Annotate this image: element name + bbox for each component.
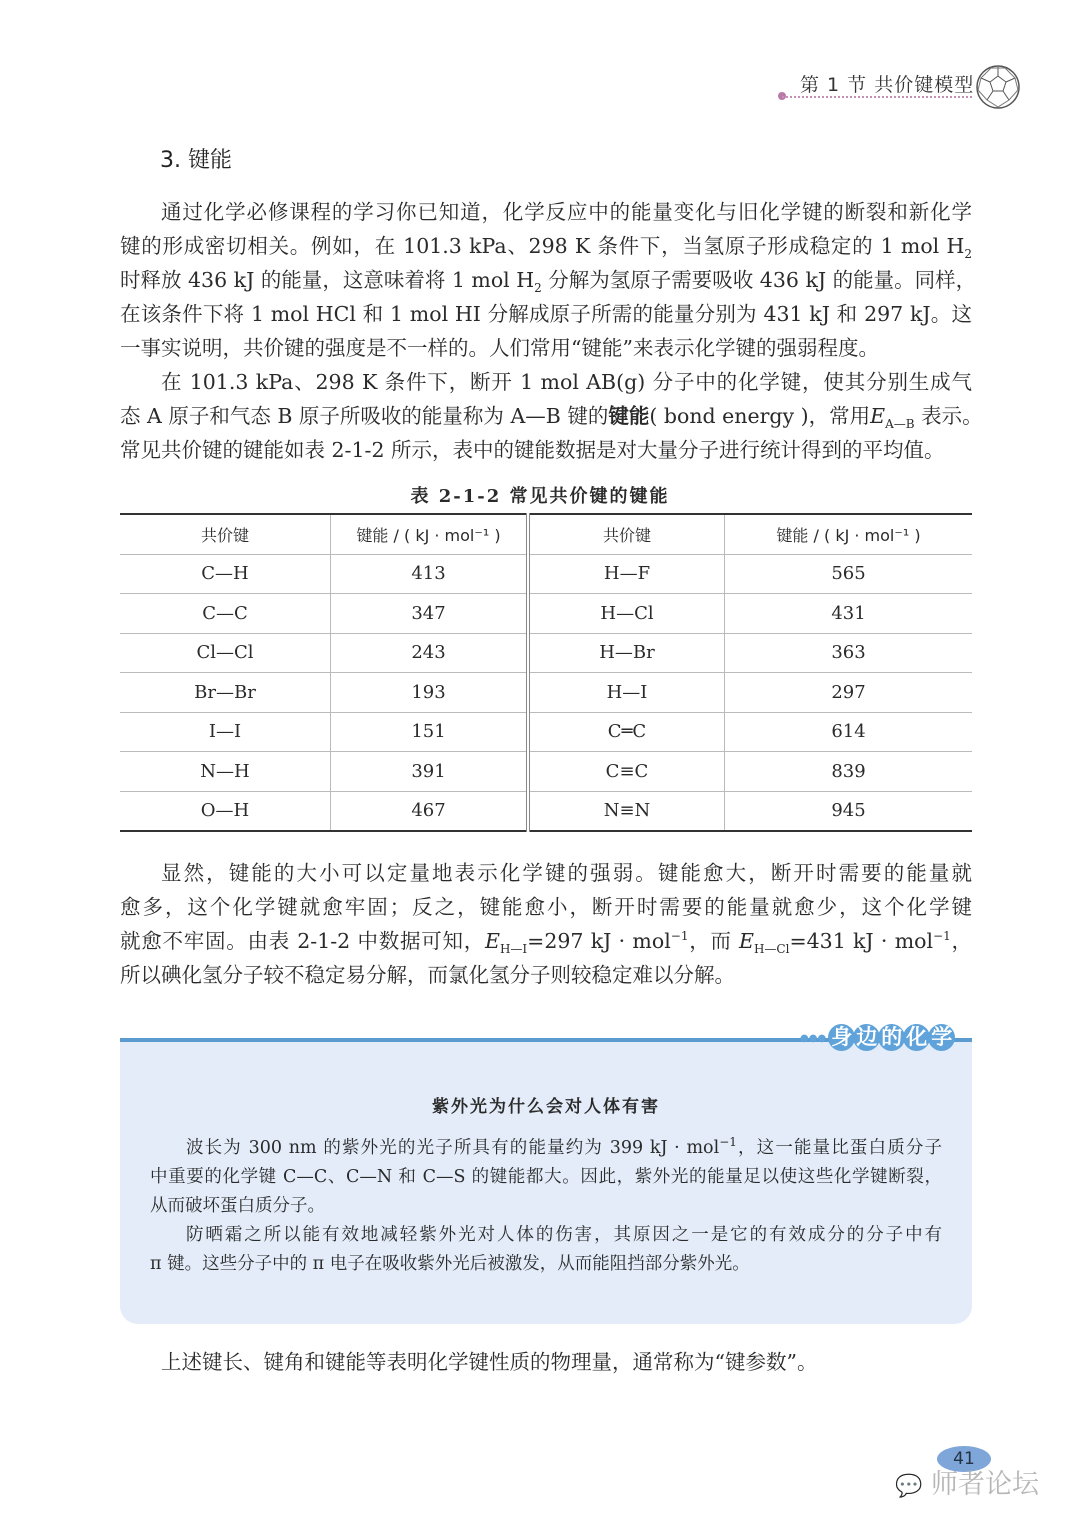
text-segment: 态 A 原子和气态 B 原子所吸收的能量称为 A—B 键的 [120, 404, 609, 428]
text-segment: 常见共价键的键能如表 2-1-2 所示，表中的键能数据是对大量分子进行统计得到的平均值。 [120, 438, 945, 462]
text-line [120, 365, 972, 399]
text-segment: 显然，键能的大小可以定量地表示化学键的强弱。键能愈大，断开时需要的能量就 [161, 861, 972, 885]
text-segment: H—I [499, 942, 528, 957]
text-segment: =297 kJ · mol [527, 929, 671, 953]
sidebar-box [120, 1038, 972, 1324]
text-segment: 2 [534, 281, 542, 296]
text-line [120, 229, 972, 263]
text-segment: 所以碘化氢分子较不稳定易分解，而氯化氢分子则较稳定难以分解。 [120, 963, 735, 987]
text-segment: =431 kJ · mol [789, 929, 934, 953]
bond-cell: H—Br [528, 633, 725, 673]
bond-cell: C—C [120, 594, 331, 634]
text-line [150, 1134, 942, 1163]
text-segment: E [484, 929, 500, 953]
bond-cell: H—I [528, 673, 725, 713]
col-header-bond: 共价键 [120, 514, 331, 554]
paragraph-4 [120, 1345, 972, 1379]
page-number: 41 [937, 1446, 991, 1472]
bond-energy-cell: 363 [725, 633, 973, 673]
table-row [120, 791, 972, 831]
text-segment: A—B [885, 417, 915, 432]
bond-energy-cell: 151 [331, 712, 529, 752]
text-line [120, 297, 972, 331]
bond-energy-cell: 347 [331, 594, 529, 634]
bond-energy-cell: 467 [331, 791, 529, 831]
tag-char: 身 [828, 1024, 855, 1051]
text-segment: ( bond energy )，常用 [649, 404, 871, 428]
bond-energy-cell: 193 [331, 673, 529, 713]
text-segment: 分解为氢原子需要吸收 436 kJ 的能量。同样， [541, 268, 977, 292]
text-line [120, 195, 972, 229]
col-header-energy: 键能 / ( kJ · mol⁻¹ ) [725, 514, 973, 554]
text-line [120, 856, 972, 890]
text-line [120, 890, 972, 924]
text-line [120, 433, 972, 467]
bond-energy-cell: 391 [331, 752, 529, 792]
table-row [120, 712, 972, 752]
tag-char: 的 [878, 1024, 905, 1051]
table-title: 表 2-1-2 常见共价键的键能 [410, 486, 670, 507]
text-line [120, 331, 972, 365]
bond-cell: C—H [120, 554, 331, 594]
bond-energy-cell: 945 [725, 791, 973, 831]
tag-char: 学 [928, 1024, 955, 1051]
bond-cell: H—Cl [528, 594, 725, 634]
bond-cell: C═C [528, 712, 725, 752]
table-row [120, 594, 972, 634]
bond-cell: C≡C [528, 752, 725, 792]
box-text [150, 1134, 942, 1279]
text-line [120, 1345, 972, 1379]
tag-char: 化 [903, 1024, 930, 1051]
bond-cell: Br—Br [120, 673, 331, 713]
text-segment: 就愈不牢固。由表 2-1-2 中数据可知， [120, 929, 485, 953]
paragraph-1 [120, 195, 977, 365]
text-segment: 在该条件下将 1 mol HCl 和 1 mol HI 分解成原子所需的能量分别为 431 kJ 和 297 kJ。这 [120, 302, 972, 326]
text-segment: 一事实说明，共价键的强度是不一样的。人们常用“键能”来表示化学键的强弱程度。 [120, 336, 879, 360]
box-tag [800, 1024, 955, 1051]
bond-energy-cell: 297 [725, 673, 973, 713]
text-line [120, 263, 977, 297]
bond-energy-table [120, 513, 972, 832]
text-segment: 中重要的化学键 C—C、C—N 和 C—S 的键能都大。因此，紫外光的能量足以使这些化学键断裂， [150, 1167, 942, 1187]
text-segment: 波长为 300 nm 的紫外光的光子所具有的能量约为 399 kJ · mol [186, 1138, 720, 1158]
bond-energy-cell: 614 [725, 712, 973, 752]
table-row [120, 673, 972, 713]
table-row [120, 554, 972, 594]
section-heading: 3. 键能 [160, 148, 232, 173]
paragraph-3 [120, 856, 972, 992]
wechat-icon: 💬 [895, 1474, 923, 1499]
col-header-energy: 键能 / ( kJ · mol⁻¹ ) [331, 514, 529, 554]
table-header-row [120, 514, 972, 554]
text-segment: π 键。这些分子中的 π 电子在吸收紫外光后被激发，从而能阻挡部分紫外光。 [150, 1254, 750, 1274]
bond-cell: O—H [120, 791, 331, 831]
col-header-bond: 共价键 [528, 514, 725, 554]
tag-char: 边 [853, 1024, 880, 1051]
bond-cell: Cl—Cl [120, 633, 331, 673]
text-segment: −1 [933, 929, 951, 944]
text-line [150, 1221, 942, 1250]
bond-energy-cell: 839 [725, 752, 973, 792]
text-line [120, 958, 972, 992]
text-segment: 上述键长、键角和键能等表明化学键性质的物理量，通常称为“键参数”。 [161, 1350, 818, 1374]
text-segment: 防晒霜之所以能有效地减轻紫外光对人体的伤害，其原因之一是它的有效成分的分子中有 [186, 1225, 942, 1245]
bond-cell: N≡N [528, 791, 725, 831]
paragraph-2 [120, 365, 983, 467]
text-segment: 表示。 [914, 404, 983, 428]
text-segment: ， [950, 929, 972, 953]
text-segment: E [870, 404, 886, 428]
text-segment: ，而 [688, 929, 739, 953]
text-segment: 2 [964, 247, 972, 262]
text-line [120, 399, 983, 433]
text-segment: 从而破坏蛋白质分子。 [150, 1196, 325, 1216]
watermark [895, 1462, 1039, 1501]
bond-cell: I—I [120, 712, 331, 752]
bond-energy-cell: 413 [331, 554, 529, 594]
bond-cell: N—H [120, 752, 331, 792]
text-segment: 愈多，这个化学键就愈牢固；反之，键能愈小，断开时需要的能量就愈少，这个化学键 [120, 895, 972, 919]
text-segment: −1 [670, 929, 689, 944]
text-segment: 键能 [608, 404, 650, 428]
text-segment: H—Cl [753, 942, 790, 957]
bond-energy-cell: 243 [331, 633, 529, 673]
text-line [150, 1163, 942, 1192]
box-title: 紫外光为什么会对人体有害 [432, 1097, 660, 1117]
bond-energy-cell: 431 [725, 594, 973, 634]
text-line [150, 1192, 942, 1221]
text-segment: 键的形成密切相关。例如，在 101.3 kPa、298 K 条件下，当氢原子形成稳定的 1 mol H [120, 234, 965, 258]
text-segment: ，这一能量比蛋白质分子 [736, 1138, 942, 1158]
text-line [120, 924, 972, 958]
text-segment: −1 [719, 1135, 737, 1150]
text-line [150, 1250, 942, 1279]
bond-cell: H—F [528, 554, 725, 594]
text-segment: 在 101.3 kPa、298 K 条件下，断开 1 mol AB(g) 分子中的化学键，使其分别生成气 [161, 370, 972, 394]
fullerene-icon [975, 64, 1021, 110]
dots-decoration: ●●● [800, 1032, 827, 1044]
table-row [120, 633, 972, 673]
table-row [120, 752, 972, 792]
text-segment: E [738, 929, 754, 953]
watermark-text: 师者论坛 [931, 1469, 1039, 1500]
text-segment: 时释放 436 kJ 的能量，这意味着将 1 mol H [120, 268, 535, 292]
section-header: 第 1 节 共价键模型 [800, 74, 975, 96]
text-segment: 通过化学必修课程的学习你已知道，化学反应中的能量变化与旧化学键的断裂和新化学 [161, 200, 972, 224]
bond-energy-cell: 565 [725, 554, 973, 594]
